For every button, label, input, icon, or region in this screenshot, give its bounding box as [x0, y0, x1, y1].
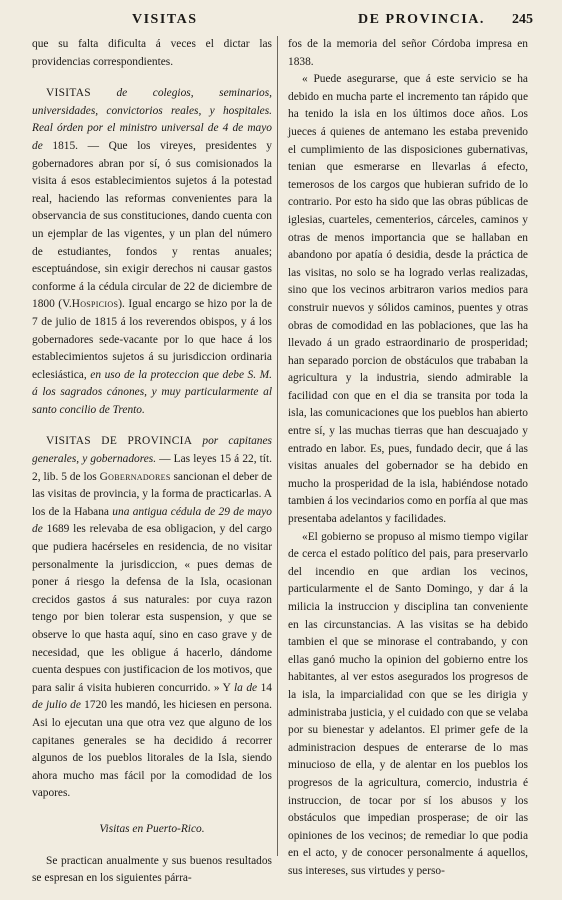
subheading	[32, 821, 272, 839]
closing-paragraph: Se practican anualmente y sus buenos resultados se espresan en los siguientes párra-	[32, 854, 272, 885]
section-body: 1815. — Que los vireyes, presidentes y gobernadores abran por sí, ó sus comisionados la visita á esos establecimientos sujetos á la potestad real, haciendo las reformas convenientes para la observancia de sus constituciones, dando cuenta con un ejemplar de las vigentes, y un plan del número de estudiantes, fondos y rentas anuales; esceptuándose, sin exigir derechos ni causar gastos conforme á la cédula circular de 22 de diciembre de 1800 (V.	[32, 139, 272, 311]
section-provincia	[32, 433, 272, 802]
section-italic-text: la de	[234, 681, 258, 694]
section-italic-text: en uso de la proteccion que debe S. M. á los sagrados cánones, y muy particularmente al santo concilio de Trento.	[32, 368, 272, 416]
quote-paragraph-2: «El gobierno se propuso al mismo tiempo vigilar de cerca el estado político del pais, para preservarlo del incendio en que ardian los vecinos, particularmente el de Santo Domingo, y dar á la milicia la instruccion y disciplina tan conveniente en las circunstancias. A las visitas se ha debido tambien el que se minorase el contrabando, y con ellas ganó mucho la opinion del gobierno entre los habitantes, al ver estos asegurados los progresos de la isla, la imparcialidad con que se les dirigia y administraba justicia, y el cuidado con que se velaba por su bienestar y adelantos. El primer gefe de la administracion despues de enterarse de lo mas minucioso de ella, y de alentar en los pueblos los progresos de la agricultura, comercio, industria é instruccion, de tocar por sí los abusos y los obstáculos que impedian prosperase; de oir las opiniones de los vecinos; de remediar lo que podia en el acto, y de conocer personalmente á aquellos, sus intereses, sus virtudes y perso-	[288, 530, 528, 877]
intro-paragraph: que su falta dificulta á veces el dictar las providencias correspondientes.	[32, 38, 272, 68]
running-header-right: DE PROVINCIA.	[358, 12, 485, 27]
right-column	[288, 36, 528, 881]
section-colegios	[32, 85, 272, 419]
subheading-text: Visitas en Puerto-Rico.	[99, 822, 205, 835]
section-heading: VISITAS DE PROVINCIA	[46, 435, 193, 448]
section-body: 1720 les mandó, les hiciesen en persona. Asi lo ejecutan una que otra vez que alguno de los capitanes generales se ha decidido á recorrer algunos de los pueblos litorales de la Isla, siendo ahora mucho mas fácil por la comodidad de los vapores.	[32, 699, 272, 800]
column-divider	[277, 36, 278, 856]
quote-paragraph-1: « Puede asegurarse, que á este servicio se ha debido en mucha parte el incremento tan rápido que ha tenido la isla en los últimos doce años. Los jueces á quienes de antemano les estaba prevenido el cumplimiento de las disposiciones gubernativas, tenian que esmerarse en llevarlas á efecto, temerosos de los cargos que hubieran sufrido de lo contrario. Por esto ha sido que las obras públicas de iglesias, cuarteles, cementerios, cárceles, caminos y otras de menos importancia que se hallaban en abandono por apatía ó desidia, desde la práctica de las visitas, no solo se ha logrado verlas realizadas, sino que los vecinos arbitraron varios medios para construir nuevos y sólidos caminos, puentes y otras obras de comodidad en las poblaciones, que las ha llevado á un grado estraordinario de prosperidad; han separado porcion de obstáculos que trababan la agricultura y la industria, siendo admirable la facilidad con que en el dia se transita por toda la isla, las comunicaciones que los pueblos han abierto entre sí, y las muchas tierras que han descuajado y entrado en labor. Es, pues, fundado decir, que á las visitas anuales del gobernador se ha debido en mucho la prosperidad de la isla, habiéndose notado tambien á los vecindarios como en porfía al que mas presentaba adelantos y facilidades.	[288, 73, 528, 526]
section-body: ). Igual encargo se hizo por la de 7 de julio de 1815 á los reverendos obispos, y á los gobernadores sede-vacante por lo que hace á los establecimientos sujetos á su jurisdiccion ordinaria eclesiástica,	[32, 298, 272, 381]
section-heading: VISITAS	[46, 87, 91, 100]
running-header-left: VISITAS	[132, 12, 198, 27]
section-body: — Las leyes 15 á 22, tít. 2, lib. 5 de los	[32, 453, 272, 483]
section-heading-italic: de colegios, seminarios, universidades, convictorios reales, y hospitales.	[32, 87, 272, 117]
section-italic-text: una antigua cédula de 29 de mayo de	[32, 505, 272, 536]
page-number: 245	[512, 12, 533, 27]
section-body: 14	[260, 681, 272, 694]
section-italic-text: de julio de	[32, 699, 81, 712]
section-body: sancionan el deber de las visitas de provincia, y la forma de practicarlas. A los de la Habana	[32, 470, 272, 518]
cross-reference: Gobernadores	[99, 470, 171, 483]
section-body: 1689 les relevaba de esa obligacion, y del cargo que pudiera hacérseles en residencia, de no visitar personalmente la jurisdiccion, « pues demas de poner á riesgo la defensa de la Isla, ocasionan crecidos gastos á sus naturales: por cuya razon tengo por bien tolerar esta suspension, y que se observe lo que hasta aquí, sino en caso grave y de necesidad, que les obligue á hacerlo, dándome cuenta despues con justificacion de los motivos, que para salir á visita hubieren concurrido. » Y	[32, 523, 272, 694]
cross-reference: Hospicios	[71, 298, 119, 311]
royal-order-ref: Real órden por el ministro universal de 4 de mayo de	[32, 122, 272, 152]
left-column	[32, 36, 272, 888]
section-heading-italic: por capitanes generales, y gobernadores.	[32, 435, 272, 466]
continued-paragraph: fos de la memoria del señor Córdoba impresa en 1838.	[288, 38, 528, 68]
